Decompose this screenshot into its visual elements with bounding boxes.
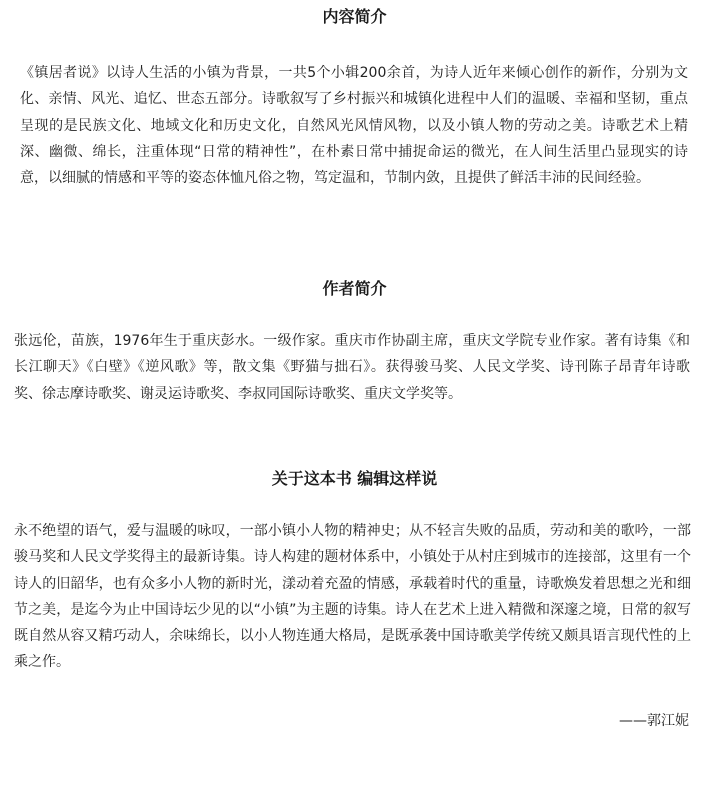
author-body: 张远伦，苗族，1976年生于重庆彭水。一级作家。重庆市作协副主席，重庆文学院专业作家。著有诗集《和长江聊天》《白壁》《逆风歌》等，散文集《野猫与拙石》。获得骏马奖、人民文学奖、诗刊陈子昂青年诗歌奖、徐志摩诗歌奖、谢灵运诗歌奖、李叔同国际诗歌奖、重庆文学奖等。 — [14, 333, 690, 402]
editor-title: 关于这本书 编辑这样说 — [271, 469, 438, 488]
editor-body: 永不绝望的语气，爱与温暖的咏叹，一部小镇小人物的精神史；从不轻言失败的品质，劳动和美的歌吟，一部骏马奖和人民文学奖得主的最新诗集。诗人构建的题材体系中，小镇处于从村庄到城市的连接部，这里有一个诗人的旧韶华，也有众多小人物的新时光，漾动着充盈的情感，承载着时代的重量，诗歌焕发着思想之光和细节之美，是迄今为止中国诗坛少见的以“小镇”为主题的诗集。诗人在艺术上进入精微和深邃之境，日常的叙写既自然从容又精巧动人，余味绵长，以小人物连通大格局，是既承袭中国诗歌美学传统又颇具语言现代性的上乘之作。 — [14, 523, 691, 671]
author-title: 作者简介 — [322, 279, 387, 298]
intro-title: 内容简介 — [322, 7, 387, 26]
intro-body: 《镇居者说》以诗人生活的小镇为背景，一共5个小辑200余首，为诗人近年来倾心创作的新作，分别为文化、亲情、风光、追忆、世态五部分。诗歌叙写了乡村振兴和城镇化进程中人们的温暖、幸福和坚韧，重点呈现的是民族文化、地域文化和历史文化，自然风光风情风物，以及小镇人物的劳动之美。诗歌艺术上精深、幽微、绵长，注重体现“日常的精神性”，在朴素日常中捕捉命运的微光，在人间生活里凸显现实的诗意，以细腻的情感和平等的姿态体恤凡俗之物，笃定温和，节制内敛，且提供了鲜活丰沛的民间经验。 — [20, 65, 688, 187]
editor-signature: ——郭江妮 — [619, 713, 689, 729]
